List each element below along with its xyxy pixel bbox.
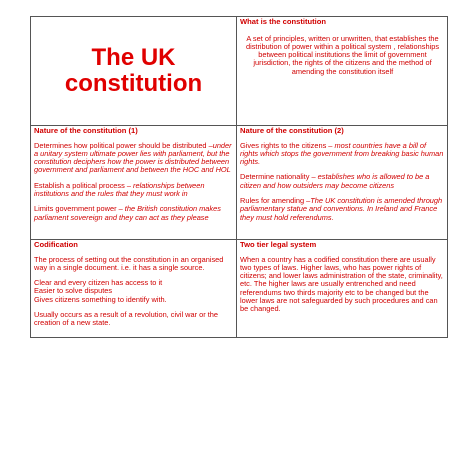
nature-2-point-2 (240, 173, 445, 190)
nature-1-heading: Nature of the constitution (1) (34, 126, 138, 135)
codification-heading: Codification (34, 240, 78, 249)
nature-2-point-2-lead: Determine nationality – (240, 172, 318, 182)
nature-2-point-1-lead: Gives rights to the citizens – (240, 140, 335, 150)
codification-benefit-3: Gives citizens something to identify with. (34, 294, 167, 304)
nature-1-point-2-detail: relationships between institutions and the rules that they must work in (34, 180, 205, 198)
nature-2-point-3-lead: Rules for amending – (240, 195, 311, 205)
nature-1-point-1 (34, 142, 233, 175)
nature-1-point-1-detail: –under a unitary system ultimate power lies with parliament, but the constitution deciphers how the power is distributed between government and parliament and between the HOC and HOL (34, 140, 232, 175)
codification-benefits (34, 279, 233, 304)
nature-1-point-2 (34, 182, 233, 199)
codification-benefit-2: Easier to solve disputes (34, 286, 113, 296)
title-line-2: constitution (64, 70, 203, 97)
what-is-cell (237, 17, 448, 125)
nature-2-point-3-detail: The UK constitution is amended through parliamentary statue and conventions. In Ireland and France they must hold referendums. (240, 195, 443, 222)
codification-benefit-1: Clear and every citizen has access to it (34, 278, 163, 288)
nature-2-cell (237, 126, 448, 239)
title-cell (31, 17, 236, 125)
title-line-1: The UK (91, 44, 176, 71)
nature-2-point-2-detail: establishes who is allowed to be a citizen and how outsiders may become citizens (240, 172, 430, 190)
codification-cell (31, 240, 236, 337)
two-tier-heading: Two tier legal system (240, 240, 317, 249)
nature-2-point-3 (240, 197, 445, 222)
constitution-grid (30, 16, 448, 338)
codification-origin: Usually occurs as a result of a revolution, civil war or the creation of a new state. (34, 309, 219, 328)
nature-1-point-1-lead: Determines how political power should be distributed (34, 140, 209, 150)
nature-1-point-3 (34, 205, 233, 222)
what-is-heading: What is the constitution (240, 17, 327, 26)
nature-2-point-1 (240, 142, 445, 167)
nature-2-point-1-detail: most countries have a bill of rights which stops the government from breaking basic human rights. (240, 140, 444, 167)
nature-2-heading: Nature of the constitution (2) (240, 126, 344, 135)
two-tier-body: When a country has a codified constitution there are usually two types of laws. Higher laws, who has power rights of citizens; and lower laws administration of the state, criminality, etc. The higher laws are usually entrenched and need referendums two thirds majority etc to be changed but the lower laws are not safeguarded by such procedures and can be changed. (240, 254, 443, 314)
nature-1-point-3-detail: the British constitution makes parliament sovereign and they can act as they please (34, 204, 221, 222)
two-tier-cell (237, 240, 448, 337)
page-title (65, 45, 202, 97)
nature-1-point-3-lead: Limits government power – (34, 204, 125, 214)
codification-definition: The process of setting out the constitution in an organised way in a single document. i.e. it has a single source. (34, 254, 224, 272)
what-is-body: A set of principles, written or unwritten, that establishes the distribution of power within a political system , relationships between political institutions the limit of government jurisdiction, the rights of the citizens and the method of amending the constitution itself (245, 33, 440, 76)
nature-1-cell (31, 126, 236, 239)
nature-1-point-2-lead: Establish a political process – (34, 180, 134, 190)
